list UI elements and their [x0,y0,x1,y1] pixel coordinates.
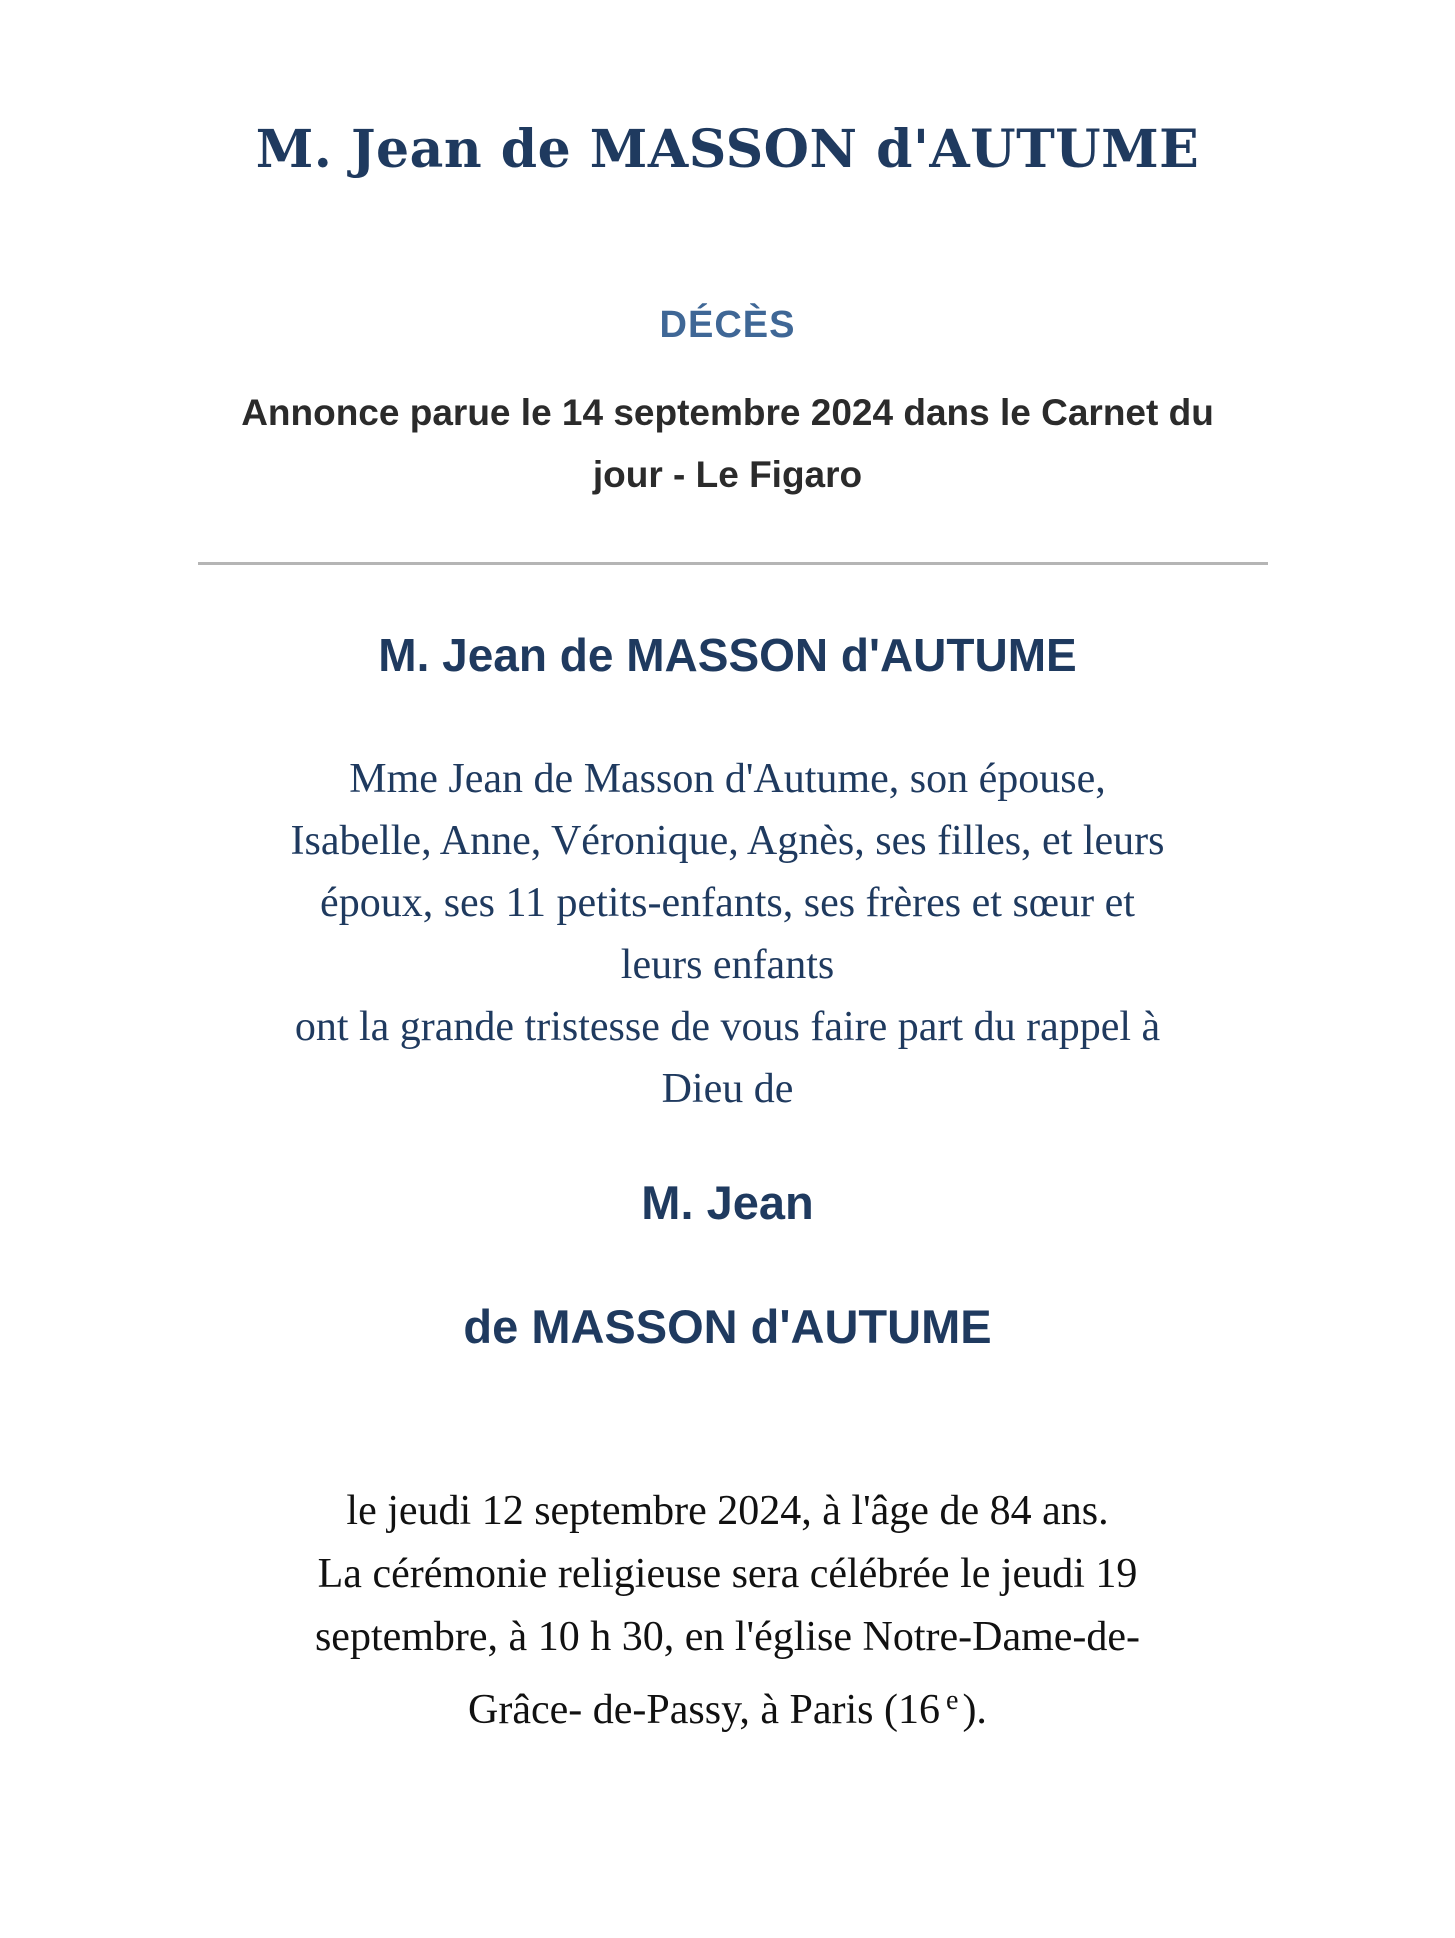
details-line: septembre, à 10 h 30, en l'église Notre-Dame-de- [314,1614,1141,1660]
publication-info-line-1: Annonce parue le 14 septembre 2024 dans le Carnet du [241,392,1214,433]
section-divider [198,562,1268,565]
publication-info [220,382,1235,506]
details-line: La cérémonie religieuse sera célébrée le jeudi 19 [317,1551,1138,1597]
family-line: ont la grande tristesse de vous faire part du rappel à [294,1004,1161,1050]
family-line: leurs enfants [620,942,835,988]
family-line: Mme Jean de Masson d'Autume, son épouse, [349,756,1106,802]
details-last-closing: ). [962,1687,987,1733]
page-title: M. Jean de MASSON d'AUTUME [255,119,1200,180]
family-announcement [190,748,1265,1120]
family-line: Dieu de [661,1066,794,1112]
details-last-text: Grâce- de-Passy, à Paris (16 [468,1687,940,1733]
family-line: Isabelle, Anne, Véronique, Agnès, ses filles, et leurs [290,818,1165,864]
arrondissement-superscript: e [946,1685,959,1716]
deceased-first-name: M. Jean [641,1176,814,1229]
category-label: DÉCÈS [659,304,796,346]
ceremony-details [190,1480,1265,1742]
details-line: le jeudi 12 septembre 2024, à l'âge de 84 ans. [346,1488,1109,1534]
notice-title: M. Jean de MASSON d'AUTUME [378,629,1077,681]
publication-info-line-2: jour - Le Figaro [592,454,863,495]
details-line-last [190,1669,1265,1742]
deceased-last-name: de MASSON d'AUTUME [463,1300,992,1353]
family-line: époux, ses 11 petits-enfants, ses frères et sœur et [320,880,1135,926]
